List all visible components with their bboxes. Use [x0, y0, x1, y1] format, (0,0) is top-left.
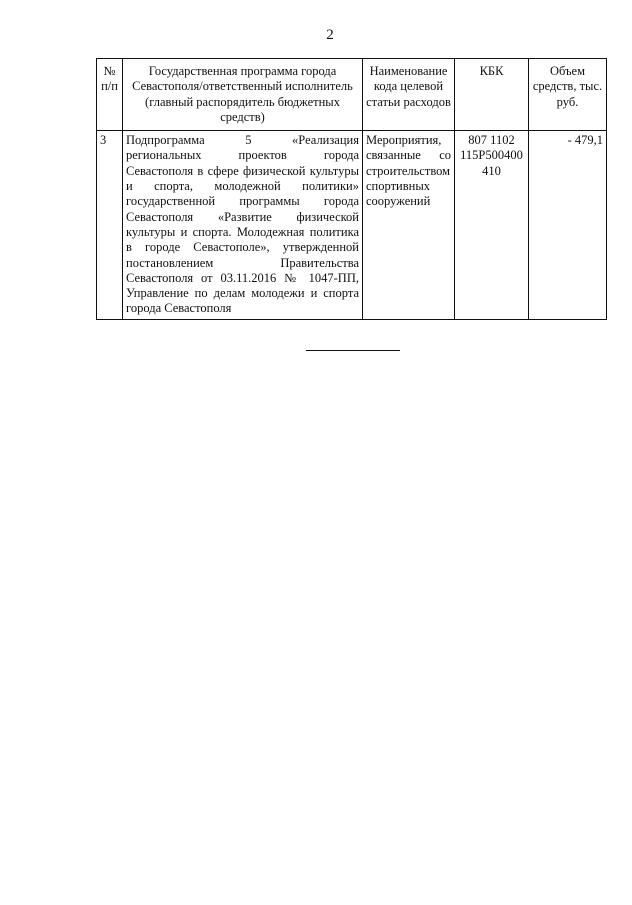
kbk-line: 807 1102	[468, 133, 515, 148]
header-kbk: КБК	[455, 59, 529, 131]
header-num: № п/п	[97, 59, 123, 131]
row-kbk	[455, 131, 529, 320]
row-program: Подпрограмма 5 «Реализация региональных проектов города Севастополя в сфере физической культуры и спорта, молодежной политики» государственной программы города Севастополя «Развитие физической культуры и спорта. Молодежная политика в городе Севастополе», утвержденной постановлением Правительства Севастополя от 03.11.2016 № 1047-ПП, Управление по делам молодежи и спорта города Севастополя	[123, 131, 363, 320]
table-header-row	[97, 59, 607, 131]
budget-table	[96, 58, 607, 320]
page-number: 2	[326, 27, 334, 43]
kbk-line: 410	[482, 163, 501, 178]
row-name: Мероприятия, связанные со строительством спортивных сооружений	[363, 131, 455, 320]
kbk-line: 115Р500400	[460, 148, 523, 163]
table-row	[97, 131, 607, 320]
header-name: Наименование кода целевой статьи расходов	[363, 59, 455, 131]
header-volume: Объем средств, тыс. руб.	[529, 59, 607, 131]
row-num: 3	[97, 131, 123, 320]
end-rule	[306, 350, 400, 351]
header-program: Государственная программа города Севастополя/ответственный исполнитель (главный распорядитель бюджетных средств)	[123, 59, 363, 131]
row-volume: - 479,1	[529, 131, 607, 320]
